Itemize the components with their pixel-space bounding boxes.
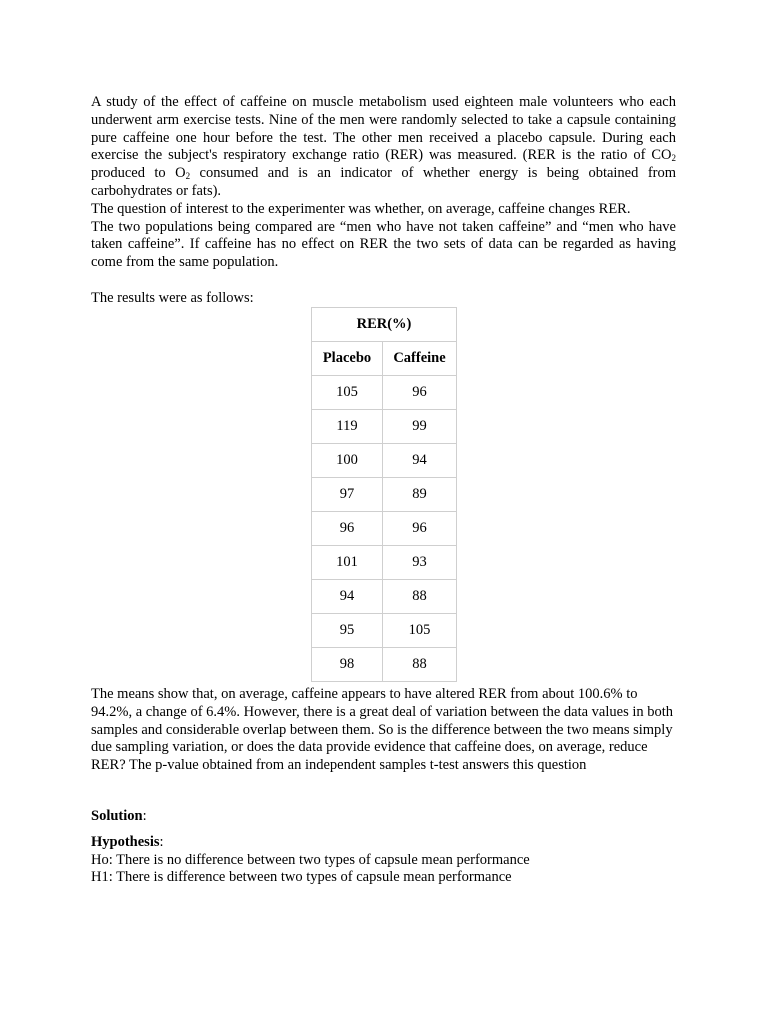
table-row — [312, 580, 457, 614]
alternative-hypothesis: H1: There is difference between two types of capsule mean performance — [91, 869, 512, 886]
placebo-cell: 94 — [312, 580, 383, 614]
caffeine-cell: 94 — [383, 444, 457, 478]
placebo-cell: 97 — [312, 478, 383, 512]
intro-text-1: A study of the effect of caffeine on muscle metabolism used eighteen male volunteers who each underwent arm exercise tests. Nine of the men were randomly selected to take a capsule containing pure caffeine one hour before the test. The other men received a placebo capsule. During each exercise the subject's respiratory exchange ratio (RER) was measured. (RER is the ratio of CO — [91, 94, 676, 164]
table-row — [312, 478, 457, 512]
placebo-cell: 105 — [312, 376, 383, 410]
caffeine-cell: 96 — [383, 376, 457, 410]
rer-table — [311, 307, 457, 682]
table-row — [312, 546, 457, 580]
populations-paragraph: The two populations being compared are “men who have not taken caffeine” and “men who have taken caffeine”. If caffeine has no effect on RER the two sets of data can be regarded as having come from the same population. — [91, 218, 676, 271]
null-hypothesis: Ho: There is no difference between two types of capsule mean performance — [91, 851, 530, 868]
column-header-caffeine: Caffeine — [383, 342, 457, 376]
placebo-cell: 96 — [312, 512, 383, 546]
discussion-paragraph: The means show that, on average, caffeine appears to have altered RER from about 100.6% to 94.2%, a change of 6.4%. However, there is a great deal of variation between the data values in both samples and considerable overlap between them. So is the difference between the two means simply due sampling variation, or does the data provide evidence that caffeine does, on average, reduce RER? The p-value obtained from an independent samples t-test answers this question — [91, 686, 674, 774]
o2-subscript: 2 — [185, 171, 191, 182]
placebo-cell: 98 — [312, 648, 383, 682]
co2-subscript: 2 — [671, 153, 676, 164]
intro-section — [91, 94, 676, 308]
caffeine-cell: 89 — [383, 478, 457, 512]
table-row — [312, 512, 457, 546]
caffeine-cell: 99 — [383, 410, 457, 444]
intro-text-3: consumed and is an indicator of whether energy is being obtained from carbohydrates or fats). — [91, 165, 676, 199]
solution-colon: : — [142, 807, 147, 824]
caffeine-cell: 105 — [383, 614, 457, 648]
caffeine-cell: 96 — [383, 512, 457, 546]
hypothesis-colon: : — [159, 833, 164, 850]
question-paragraph: The question of interest to the experimenter was whether, on average, caffeine changes RER. — [91, 200, 631, 217]
intro-text-2: produced to O — [91, 165, 186, 182]
placebo-cell: 100 — [312, 444, 383, 478]
caffeine-cell: 88 — [383, 580, 457, 614]
placebo-cell: 95 — [312, 614, 383, 648]
table-title: RER(%) — [312, 308, 457, 342]
caffeine-cell: 93 — [383, 546, 457, 580]
table-row — [312, 376, 457, 410]
solution-heading — [91, 808, 676, 826]
discussion-section — [91, 686, 676, 887]
hypothesis-label: Hypothesis — [91, 833, 160, 850]
table-row — [312, 444, 457, 478]
placebo-cell: 119 — [312, 410, 383, 444]
column-header-placebo: Placebo — [312, 342, 383, 376]
caffeine-cell: 88 — [383, 648, 457, 682]
solution-label: Solution — [91, 807, 143, 824]
results-label: The results were as follows: — [91, 289, 254, 306]
table-row — [312, 648, 457, 682]
intro-paragraph — [91, 94, 676, 201]
hypothesis-heading — [91, 834, 676, 852]
placebo-cell: 101 — [312, 546, 383, 580]
table-row — [312, 410, 457, 444]
table-row — [312, 614, 457, 648]
